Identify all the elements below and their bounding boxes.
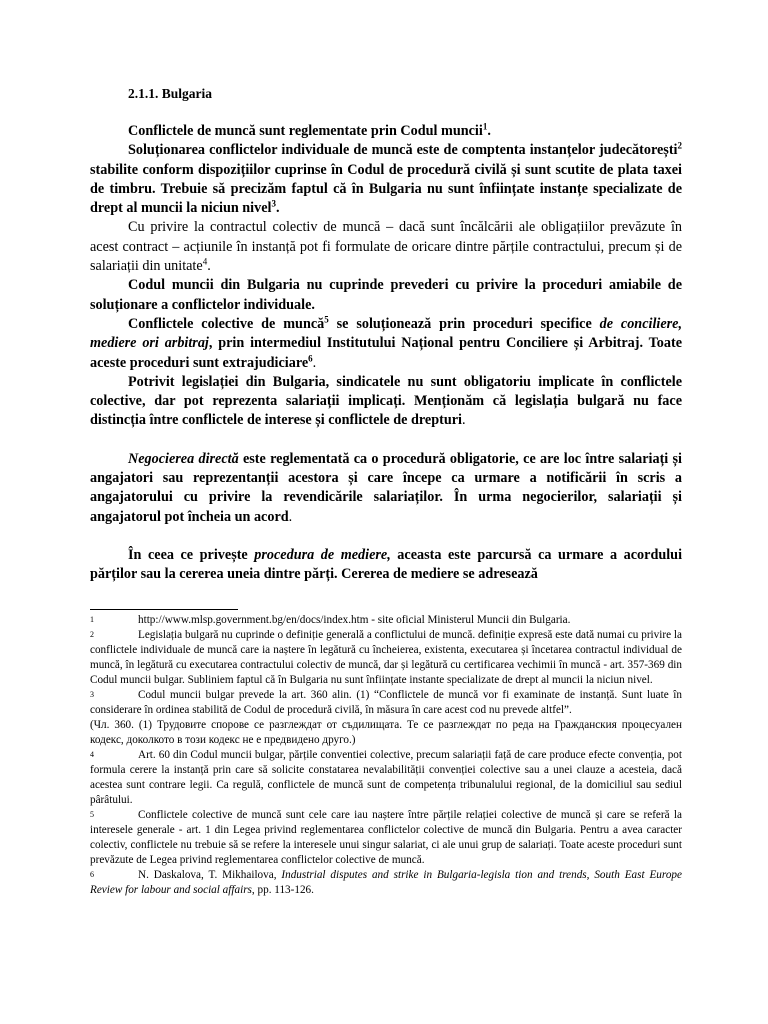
footnote-ref-3[interactable]: 3	[271, 198, 276, 209]
body-text	[90, 122, 682, 585]
paragraph-7: Negocierea directă este reglementată ca o procedură obligatorie, ce are loc între salariați și angajatori sau reprezentanții acestora și care începe ca urmare a notificării în scris a angajatorului cu privire la revendicările salariaților. În urma negocierilor, salariații și angajatorul pot încheia un acord.	[90, 450, 682, 525]
footnote-3: 3 Codul muncii bulgar prevede la art. 360 alin. (1) “Conflictele de muncă vor fi examinate de instanță. Sunt luate în considerare în ordinea stabilită de Codul de procedură civilă, în măsura în care acest cod nu prevede altfel”.	[90, 689, 682, 716]
section-heading: 2.1.1. Bulgaria	[128, 86, 213, 101]
footnote-5: 5 Conflictele colective de muncă sunt cele care iau naștere între părțile relației colective de muncă și care se referă la interesele generale - art. 1 din Legea privind reglementarea conflictelor colective de muncă din Bulgaria. Pentru a avea caracter colectiv, conflictele nu trebuie să se refere la interesele unui singur salariat, ci ale unui grup de salariați. Toate aceste proceduri sunt prevăzute de Legea privind reglementarea conflictelor colective de muncă.	[90, 809, 682, 866]
footnote-1: 1 http://www.mlsp.government.bg/en/docs/index.htm - site oficial Ministerul Muncii din Bulgaria.	[90, 614, 571, 626]
footnote-ref-6[interactable]: 6	[308, 352, 313, 363]
paragraph-8: În ceea ce privește procedura de mediere, aceasta este parcursă ca urmare a acordului părților sau la cererea uneia dintre părți. Cererea de mediere se adresează	[90, 546, 683, 583]
footnote-separator	[90, 609, 238, 610]
footnote-3-cyrillic: (Чл. 360. (1) Трудовите спорове се разглеждат от съдилищата. Те се разглеждат по реда на Гражданския процесуален кодекс, доколкото в този кодекс не е предвидено друго.)	[90, 719, 682, 746]
paragraph-2: Soluționarea conflictelor individuale de muncă este de comptenta instanțelor judecătorești$^2$ stabilite conform dispozițiilor cuprinse în Codul de procedură civilă și sunt scutite de plata taxei de timbru. Trebuie să precizăm faptul că în Bulgaria nu sunt înființate instanțe specializate de drept al muncii la niciun nivel$^3$.	[90, 140, 682, 217]
paragraph-6: Potrivit legislației din Bulgaria, sindicatele nu sunt obligatoriu implicate în conflictele colective, dar pot reprezenta salariații implicați. Menționăm că legislația bulgară nu face distincția între conflictele de interese și conflictele de drepturi.	[90, 373, 682, 429]
footnote-ref-2[interactable]: 2	[677, 140, 682, 151]
footnote-ref-1[interactable]: 1	[482, 121, 488, 132]
footnote-ref-4[interactable]: 4	[202, 256, 208, 267]
footnote-6: 6 N. Daskalova, T. Mikhailova, Industrial disputes and strike in Bulgaria-legisla tion and trends, South East Europe Review for labour and social affairs, pp. 113-126.	[90, 869, 682, 896]
footnote-4: 4 Art. 60 din Codul muncii bulgar, părțile conventiei colective, precum salariații față de care produce efecte convenția, pot formula cerere la instanță prin care să solicite constatarea nevalabilității convenției colective sau a unei clauze a acesteia, dacă acestea sunt contrare legii. Ca regulă, conflictele de muncă sunt de competența tribunalului regional, de la domiciliul sau sediul pârâtului.	[90, 749, 682, 806]
footnote-2: 2 Legislația bulgară nu cuprinde o definiție generală a conflictului de muncă. definiție expresă este dată numai cu privire la conflictele individuale de muncă care ia naștere în legătură cu încheierea, existenta, executarea și încetarea contractul individual de muncă, în legătură cu executarea contractului colectiv de muncă, dar și legătură cu certificarea vechimii în muncă - art. 357-369 din Codul muncii bulgar. Subliniem faptul că în Bulgaria nu sunt înființate instante specializate de drept al muncii la niciun nivel.	[90, 629, 682, 686]
paragraph-3: Cu privire la contractul colectiv de muncă – dacă sunt încălcării ale obligațiilor prevăzute în acest contract – acțiunile în instanță pot fi formulate de oricare dintre părțile contractului, precum și de salariații din unitate$^4$.	[90, 219, 682, 275]
paragraph-5: Conflictele colective de muncă$^5$ se soluționează prin proceduri specifice de conciliere, mediere ori arbitraj, prin intermediul Institutului Național pentru Conciliere și Arbitraj. Toate aceste proceduri sunt extrajudiciare$^6$.	[90, 314, 682, 371]
footnotes	[90, 613, 682, 898]
footnote-ref-5[interactable]: 5	[324, 314, 329, 325]
paragraph-1: Conflictele de muncă sunt reglementate prin Codul muncii$^1$.	[128, 121, 491, 139]
paragraph-4: Codul muncii din Bulgaria nu cuprinde prevederi cu privire la proceduri amiabile de soluționare a conflictelor individuale.	[90, 277, 682, 313]
